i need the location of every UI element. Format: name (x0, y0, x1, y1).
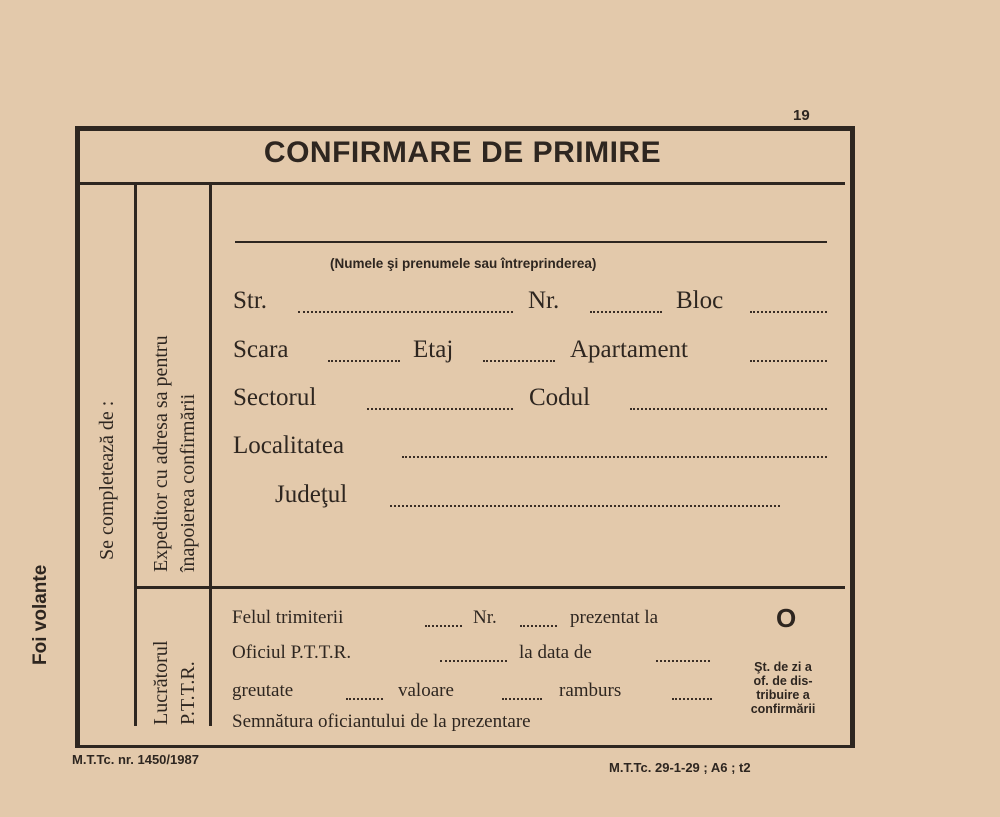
stamp-circle-icon: O (776, 603, 797, 633)
stamp-note-line2: of. de dis- (753, 674, 813, 688)
postal-nr-field[interactable] (520, 625, 557, 627)
label-localitatea: Localitatea (233, 432, 345, 459)
label-semnatura: Semnătura oficiantului de la prezentare (232, 711, 531, 732)
form-title: CONFIRMARE DE PRIMIRE (263, 136, 662, 169)
label-postal-nr: Nr. (473, 607, 497, 628)
stamp-note-line4: confirmării (750, 702, 816, 716)
label-scara: Scara (233, 336, 289, 363)
column-divider-1 (134, 185, 137, 726)
la-data-field[interactable] (656, 660, 710, 662)
etaj-field[interactable] (483, 360, 555, 362)
title-divider (80, 182, 845, 185)
stamp-note-line1: Şt. de zi a (754, 660, 812, 674)
label-prezentat: prezentat la (570, 607, 659, 628)
label-etaj: Etaj (413, 336, 454, 363)
nr-field[interactable] (590, 311, 662, 313)
label-str: Str. (233, 287, 268, 314)
sender-label-line1: Expeditor cu adresa sa pentru (150, 335, 172, 572)
column-divider-2 (209, 185, 212, 726)
label-greutate: greutate (232, 680, 294, 701)
section-divider (137, 586, 845, 589)
stamp-note (727, 660, 839, 716)
localitatea-field[interactable] (402, 456, 827, 458)
margin-label: Foi volante (30, 564, 51, 665)
name-line[interactable] (235, 241, 827, 243)
str-field[interactable] (298, 311, 513, 313)
stamp-note-line3: tribuire a (756, 688, 810, 702)
scara-field[interactable] (328, 360, 400, 362)
footer-right: M.T.Tc. 29-1-29 ; A6 ; t2 (609, 760, 751, 775)
page-number: 19 (793, 107, 810, 124)
worker-label-line2: P.T.T.R. (177, 661, 199, 725)
label-nr: Nr. (528, 287, 560, 314)
codul-field[interactable] (630, 408, 827, 410)
label-codul: Codul (529, 384, 591, 411)
footer-left: M.T.Tc. nr. 1450/1987 (72, 752, 199, 767)
greutate-field[interactable] (346, 698, 383, 700)
label-felul: Felul trimiterii (232, 607, 344, 628)
worker-label-line1: Lucrătorul (150, 640, 172, 725)
label-bloc: Bloc (676, 287, 724, 314)
label-oficiul: Oficiul P.T.T.R. (232, 642, 352, 663)
oficiul-field[interactable] (440, 660, 507, 662)
label-sectorul: Sectorul (233, 384, 317, 411)
label-ramburs: ramburs (559, 680, 622, 701)
bloc-field[interactable] (750, 311, 827, 313)
label-la-data: la data de (519, 642, 592, 663)
sectorul-field[interactable] (367, 408, 513, 410)
ramburs-field[interactable] (672, 698, 712, 700)
label-apartament: Apartament (570, 336, 689, 363)
judetul-field[interactable] (390, 505, 780, 507)
sender-label-line2: înapoierea confirmării (177, 393, 199, 572)
label-valoare: valoare (398, 680, 454, 701)
name-hint: (Numele şi prenumele sau întreprinderea) (330, 256, 597, 271)
valoare-field[interactable] (502, 698, 542, 700)
apartament-field[interactable] (750, 360, 827, 362)
felul-field[interactable] (425, 625, 462, 627)
label-judetul: Judeţul (275, 481, 348, 508)
section-label: Se completează de : (96, 400, 118, 560)
